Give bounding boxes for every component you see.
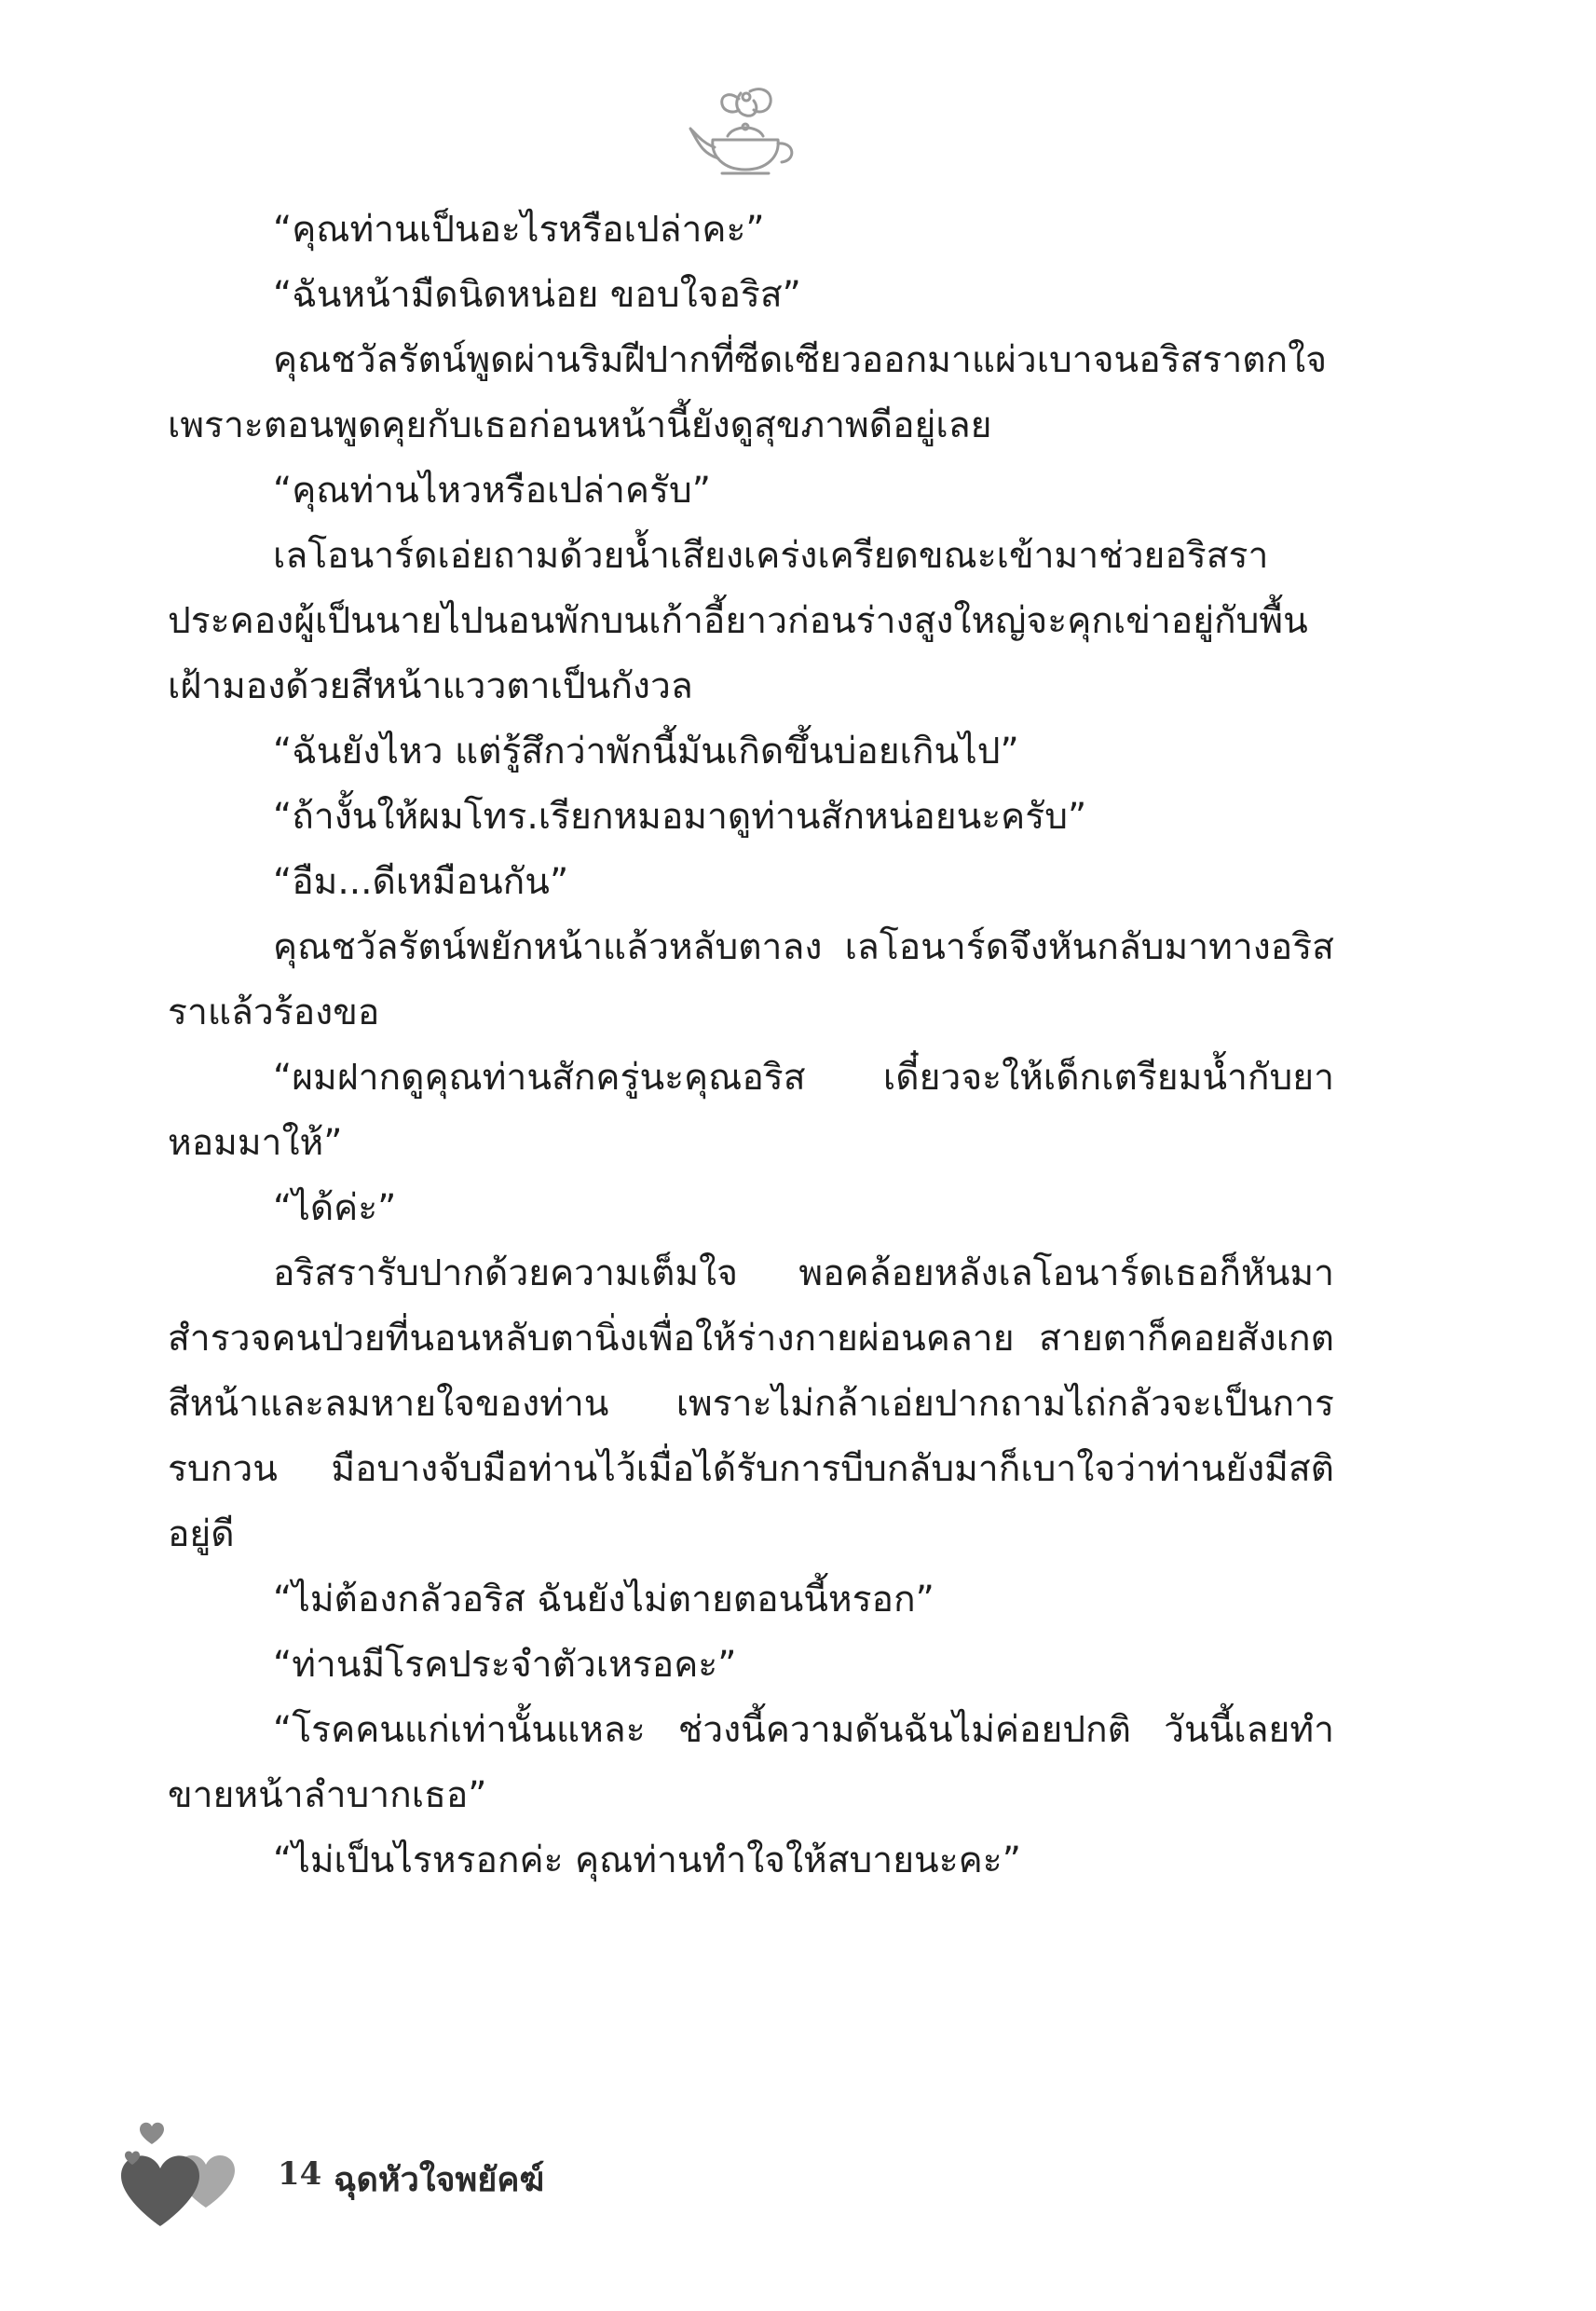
- paragraph: “ผมฝากดูคุณท่านสักครู่นะคุณอริส เดี๋ยวจะให้เด็กเตรียมน้ำกับยาหอมมาให้”: [168, 1057, 1334, 1164]
- page-number: 14: [278, 2155, 322, 2193]
- hearts-icon: [112, 2111, 252, 2232]
- story-body: [168, 198, 1334, 1894]
- paragraph: คุณชวัลรัตน์พูดผ่านริมฝีปากที่ซีดเซียวออกมาแผ่วเบาจนอริสราตกใจ เพราะตอนพูดคุยกับเธอก่อนหน้านี้ยังดูสุขภาพดีอยู่เลย: [168, 339, 1328, 446]
- paragraph: คุณชวัลรัตน์พยักหน้าแล้วหลับตาลง เลโอนาร์ดจึงหันกลับมาทางอริสราแล้วร้องขอ: [168, 926, 1334, 1033]
- paragraph: “คุณท่านไหวหรือเปล่าครับ”: [273, 470, 711, 512]
- paragraph: “ได้ค่ะ”: [273, 1187, 397, 1229]
- paragraph: “ถ้างั้นให้ผมโทร.เรียกหมอมาดูท่านสักหน่อยนะครับ”: [273, 796, 1087, 838]
- paragraph: “โรคคนแก่เท่านั้นแหละ ช่วงนี้ความดันฉันไม่ค่อยปกติ วันนี้เลยทำขายหน้าลำบากเธอ”: [168, 1709, 1334, 1816]
- paragraph: “ไม่ต้องกลัวอริส ฉันยังไม่ตายตอนนี้หรอก”: [273, 1579, 934, 1620]
- paragraph: “อืม...ดีเหมือนกัน”: [273, 861, 569, 903]
- paragraph: “ฉันยังไหว แต่รู้สึกว่าพักนี้มันเกิดขึ้นบ่อยเกินไป”: [273, 731, 1019, 773]
- paragraph: อริสรารับปากด้วยความเต็มใจ พอคล้อยหลังเลโอนาร์ดเธอก็หันมาสำรวจคนป่วยที่นอนหลับตานิ่งเพื่อให้ร่างกายผ่อนคลาย สายตาก็คอยสังเกตสีหน้าและลมหายใจของท่าน เพราะไม่กล้าเอ่ยปากถามไถ่กลัวจะเป็นการรบกวน มือบางจับมือท่านไว้เมื่อได้รับการบีบกลับมาก็เบาใจว่าท่านยังมีสติอยู่ดี: [168, 1252, 1334, 1555]
- teapot-fairy-ornament-icon: [685, 82, 806, 185]
- paragraph: “ฉันหน้ามืดนิดหน่อย ขอบใจอริส”: [273, 274, 801, 316]
- paragraph: เลโอนาร์ดเอ่ยถามด้วยน้ำเสียงเคร่งเครียดขณะเข้ามาช่วยอริสราประคองผู้เป็นนายไปนอนพักบนเก้าอี้ยาวก่อนร่างสูงใหญ่จะคุกเข่าอยู่กับพื้นเฝ้ามองด้วยสีหน้าแววตาเป็นกังวล: [168, 535, 1308, 707]
- paragraph: “ไม่เป็นไรหรอกค่ะ คุณท่านทำใจให้สบายนะคะ”: [273, 1839, 1021, 1881]
- paragraph: “ท่านมีโรคประจำตัวเหรอคะ”: [273, 1644, 737, 1686]
- paragraph: “คุณท่านเป็นอะไรหรือเปล่าคะ”: [273, 209, 765, 251]
- page-footer: [112, 2111, 671, 2232]
- book-title: ฉุดหัวใจพยัคฆ์: [334, 2161, 545, 2199]
